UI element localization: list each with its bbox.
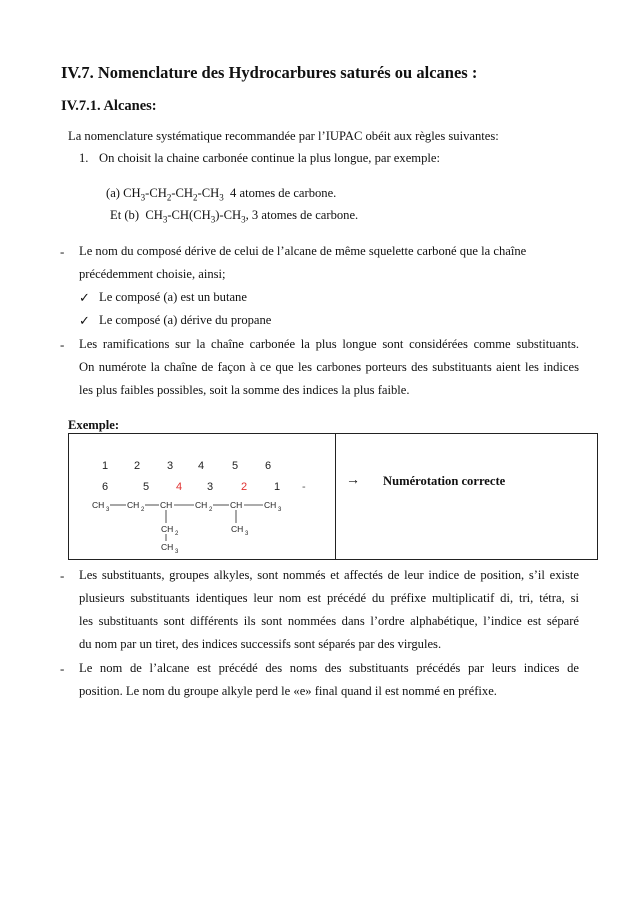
branch-atom: CH: [161, 542, 174, 552]
chain-atom: CH: [127, 500, 140, 510]
molecule-diagram: [70, 434, 334, 559]
example-table: [68, 433, 598, 560]
chain-atom: CH: [264, 500, 277, 510]
chain-sub: 3: [278, 507, 282, 513]
rule1-number: 1.: [79, 151, 89, 165]
result-label: Numérotation correcte: [383, 474, 506, 488]
check-icon: ✓: [79, 313, 90, 328]
example-b-sub2: 3: [210, 214, 216, 225]
example-a-sub4: 3: [219, 192, 224, 203]
example-a: [106, 186, 336, 203]
table-divider: [335, 434, 336, 559]
arrow-icon: →: [346, 473, 360, 488]
number-bottom: 3: [207, 481, 214, 493]
branch-atom: CH: [161, 524, 174, 534]
example-b-sub3: 3: [241, 214, 246, 225]
para2-line1: Les ramifications sur la chaîne carbonée la plus longue sont considérées comme substituants.: [79, 337, 579, 351]
number-bottom: 6: [102, 481, 109, 493]
rule1-text: On choisit la chaine carbonée continue la plus longue, par exemple:: [99, 151, 440, 165]
chain-atom: CH: [92, 500, 105, 510]
para2-line2: On numérote la chaîne de façon à ce que les carbones porteurs des substituants aient les indices: [79, 360, 579, 374]
example-b-suffix: , 3 atomes de carbone.: [245, 208, 359, 222]
para1-line2: précédemment choisie, ainsi;: [79, 267, 226, 281]
example-b-mid2: )-CH: [215, 208, 242, 222]
para4-line2: position. Le nom du groupe alkyle perd le «e» final quand il est nommé en préfixe.: [79, 684, 497, 698]
para1-line1: Le nom du composé dérive de celui de l’alcane de même squelette carboné que la chaîne: [79, 244, 527, 258]
example-a-sub2: 2: [166, 192, 172, 203]
number-top: 4: [198, 460, 205, 472]
number-bottom: 1: [274, 481, 281, 493]
example-a-sub1: 3: [140, 192, 146, 203]
example-a-mid2: -CH: [171, 186, 194, 200]
para4-line1: Le nom de l’alcane est précédé des noms des substituants précédés par leurs indices de: [79, 661, 579, 675]
chain-atom: CH: [230, 500, 243, 510]
example-b: [110, 208, 358, 225]
sub-heading: IV.7.1. Alcanes:: [61, 98, 157, 114]
number-top: 1: [102, 460, 109, 472]
main-heading: IV.7. Nomenclature des Hydrocarbures saturés ou alcanes :: [61, 63, 478, 82]
number-top: 2: [134, 460, 141, 472]
bullet-dash: -: [60, 568, 65, 583]
example-label: Exemple:: [68, 418, 120, 432]
chain-atom: CH: [195, 500, 208, 510]
para2-line3: les plus faibles possibles, soit la somme des indices la plus faible.: [79, 383, 410, 397]
number-bottom-highlight: 2: [241, 481, 248, 493]
check-item-1: Le composé (a) est un butane: [99, 290, 247, 304]
example-a-prefix: (a) CH: [106, 186, 141, 200]
chain-atom: CH: [160, 500, 173, 510]
para3-line4: du nom par un tiret, des indices successifs sont séparés par des virgules.: [79, 637, 442, 651]
dot-mark: -: [302, 481, 306, 493]
intro-text: La nomenclature systématique recommandée par l’IUPAC obéit aux règles suivantes:: [68, 129, 499, 143]
example-b-prefix: Et (b) CH: [110, 208, 163, 222]
check-item-2: Le composé (a) dérive du propane: [99, 313, 272, 327]
number-top: 6: [265, 460, 272, 472]
number-bottom: 5: [143, 481, 150, 493]
example-b-mid1: -CH(CH: [167, 208, 211, 222]
chain-sub: 3: [106, 507, 110, 513]
chain-sub: 2: [209, 507, 213, 513]
example-a-suffix: 4 atomes de carbone.: [223, 186, 337, 200]
chain-sub: 2: [141, 507, 145, 513]
branch-atom: CH: [231, 524, 244, 534]
number-top: 3: [167, 460, 174, 472]
example-a-sub3: 2: [193, 192, 198, 203]
bullet-dash: -: [60, 337, 65, 352]
branch-sub: 3: [245, 531, 249, 537]
bullet-dash: -: [60, 661, 65, 676]
para3-line3: les substituants sont différents ils sont nommées dans l’ordre alphabétique, l’indice est séparé: [79, 614, 579, 628]
bullet-dash: -: [60, 244, 65, 259]
branch-sub: 3: [175, 549, 179, 555]
number-top: 5: [232, 460, 239, 472]
para3-line1: Les substituants, groupes alkyles, sont nommés et affectés de leur indice de position, s’il existe: [79, 568, 579, 582]
example-b-sub1: 3: [162, 214, 168, 225]
para3-line2: plusieurs substituants identiques leur nom est précédé du préfixe multiplicatif di, tri, tétra, si: [79, 591, 579, 605]
example-a-mid3: -CH: [197, 186, 220, 200]
example-a-mid1: -CH: [145, 186, 167, 200]
branch-sub: 2: [175, 531, 179, 537]
check-icon: ✓: [79, 290, 90, 305]
number-bottom-highlight: 4: [176, 481, 183, 493]
